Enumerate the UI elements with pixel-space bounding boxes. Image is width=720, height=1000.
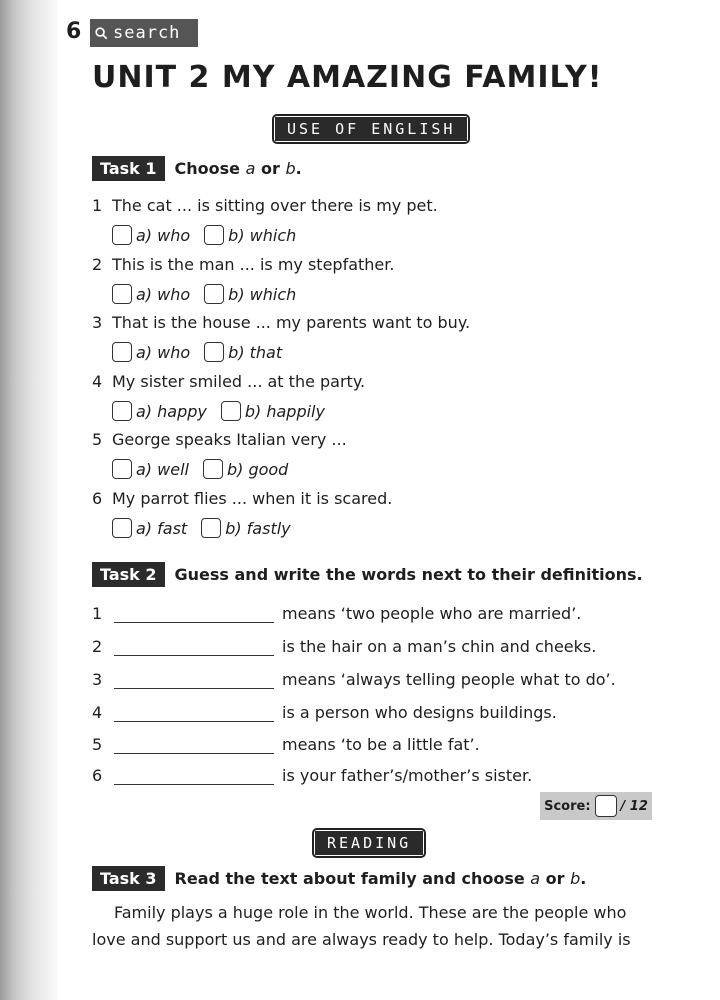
task1-q1-option-a[interactable]: a) who <box>112 225 190 245</box>
task1-q6-option-a[interactable]: a) fast <box>112 518 187 538</box>
search-label: search <box>113 23 181 43</box>
task3-tag: Task 3 <box>92 866 165 891</box>
task1-options-2 <box>112 284 310 304</box>
task1-options-1 <box>112 225 310 245</box>
answer-blank[interactable] <box>114 739 274 754</box>
task1-q3-option-a[interactable]: a) who <box>112 342 190 362</box>
task1-q4-option-b[interactable]: b) happily <box>221 401 325 421</box>
task1-q1-option-b[interactable]: b) which <box>204 225 296 245</box>
task1-q5-option-a[interactable]: a) well <box>112 459 189 479</box>
page-number: 6 <box>66 19 82 44</box>
task1-options-3 <box>112 342 296 362</box>
task1-options-4 <box>112 401 339 421</box>
task1-tag: Task 1 <box>92 156 165 181</box>
task1-question-5: 5 George speaks Italian very ... <box>92 430 347 449</box>
checkbox[interactable] <box>112 518 132 538</box>
score-label: Score: <box>544 798 591 814</box>
search-box[interactable] <box>90 19 198 47</box>
checkbox[interactable] <box>112 284 132 304</box>
reading-line-1: Family plays a huge role in the world. These are the people who <box>114 903 627 922</box>
answer-blank[interactable] <box>114 608 274 623</box>
answer-blank[interactable] <box>114 674 274 689</box>
task2-item-2: 2 is the hair on a man’s chin and cheeks. <box>92 637 597 656</box>
answer-blank[interactable] <box>114 707 274 722</box>
task2-item-3: 3 means ‘always telling people what to do’. <box>92 670 616 689</box>
checkbox[interactable] <box>112 401 132 421</box>
checkbox[interactable] <box>204 284 224 304</box>
task1-q4-option-a[interactable]: a) happy <box>112 401 207 421</box>
task1-question-2: 2 This is the man ... is my stepfather. <box>92 255 395 274</box>
task1-question-3: 3 That is the house ... my parents want to buy. <box>92 313 471 332</box>
task1-options-6 <box>112 518 305 538</box>
checkbox[interactable] <box>112 342 132 362</box>
task3-header <box>92 866 586 891</box>
section-reading <box>312 828 426 858</box>
answer-blank[interactable] <box>114 641 274 656</box>
reading-line-2: love and support us and are always ready to help. Today’s family is <box>92 930 631 949</box>
task1-question-6: 6 My parrot flies ... when it is scared. <box>92 489 393 508</box>
task1-q6-option-b[interactable]: b) fastly <box>201 518 290 538</box>
task2-instruction: Guess and write the words next to their definitions. <box>174 565 643 584</box>
score-max: / 12 <box>620 798 648 814</box>
task1-q5-option-b[interactable]: b) good <box>203 459 288 479</box>
task2-item-4: 4 is a person who designs buildings. <box>92 703 557 722</box>
search-icon <box>95 27 108 40</box>
checkbox[interactable] <box>203 459 223 479</box>
checkbox[interactable] <box>221 401 241 421</box>
task1-header <box>92 156 302 181</box>
task2-header <box>92 562 643 587</box>
task1-instruction: Choose a or b. <box>174 159 302 178</box>
checkbox[interactable] <box>204 342 224 362</box>
task1-question-1: 1 The cat ... is sitting over there is my pet. <box>92 196 438 215</box>
checkbox[interactable] <box>112 225 132 245</box>
task3-instruction: Read the text about family and choose a or b. <box>174 869 587 888</box>
task2-item-5: 5 means ‘to be a little fat’. <box>92 735 480 754</box>
task1-q2-option-b[interactable]: b) which <box>204 284 296 304</box>
checkbox[interactable] <box>204 225 224 245</box>
task3-reading-text <box>92 899 658 953</box>
task2-tag: Task 2 <box>92 562 165 587</box>
task1-options-5 <box>112 459 302 479</box>
section-reading-label: READING <box>315 831 423 855</box>
score-box <box>540 792 652 820</box>
checkbox[interactable] <box>201 518 221 538</box>
task2-item-1: 1 means ‘two people who are married’. <box>92 604 582 623</box>
task2-item-6: 6 is your father’s/mother’s sister. <box>92 766 533 785</box>
unit-title: UNIT 2 MY AMAZING FAMILY! <box>92 60 603 95</box>
answer-blank[interactable] <box>114 770 274 785</box>
task1-q2-option-a[interactable]: a) who <box>112 284 190 304</box>
task1-q3-option-b[interactable]: b) that <box>204 342 282 362</box>
checkbox[interactable] <box>112 459 132 479</box>
score-input[interactable] <box>595 795 617 817</box>
section-use-of-english-label: USE OF ENGLISH <box>275 117 467 141</box>
task1-question-4: 4 My sister smiled ... at the party. <box>92 372 366 391</box>
section-use-of-english <box>272 114 470 144</box>
